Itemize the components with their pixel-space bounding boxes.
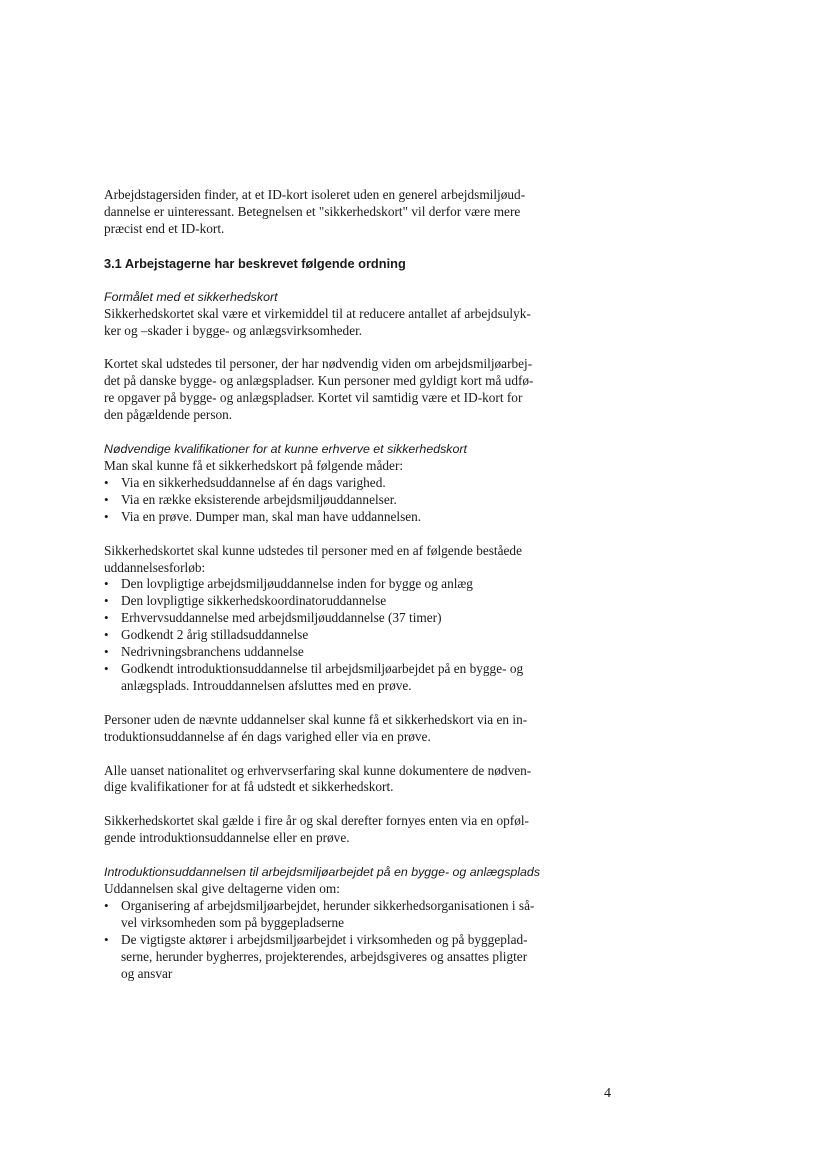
text-line: re opgaver på bygge- og anlægspladser. Kortet vil samtidig være et ID-kort for: [104, 390, 523, 406]
knowledge-list: [104, 898, 594, 983]
bullet-icon: •: [104, 644, 109, 660]
course-list: [104, 576, 594, 694]
text-line: dige kvalifikationer for at få udstedt et sikkerhedskort.: [104, 779, 394, 795]
list-item: • Nedrivningsbranchens uddannelse: [104, 644, 304, 660]
bullet-icon: •: [104, 660, 109, 676]
list-item: • Den lovpligtige sikkerhedskoordinatoruddannelse: [104, 593, 387, 609]
intro-course-subheading: Introduktionsuddannelsen til arbejdsmiljøarbejdet på en bygge- og anlægsplads: [104, 865, 541, 880]
validity-paragraph: [104, 813, 594, 847]
qualifications-subheading: Nødvendige kvalifikationer for at kunne erhverve et sikkerhedskort: [104, 442, 467, 457]
list-item: • Via en række eksisterende arbejdsmiljøuddannelser.: [104, 491, 397, 507]
bullet-icon: •: [104, 593, 109, 609]
list-item: • Via en prøve. Dumper man, skal man have uddannelsen.: [104, 508, 422, 524]
list-item: • Erhvervsuddannelse med arbejdsmiljøuddannelse (37 timer): [104, 610, 442, 626]
bullet-icon: •: [104, 474, 109, 490]
section-heading: 3.1 Arbejstagerne har beskrevet følgende ordning: [104, 255, 406, 271]
text-line: Uddannelsen skal give deltagerne viden om:: [104, 881, 340, 897]
bullet-icon: •: [104, 508, 109, 524]
bullet-icon: •: [104, 610, 109, 626]
list-item: • Organisering af arbejdsmiljøarbejdet, herunder sikkerhedsorganisationen i så- vel virksomheden som på byggepladserne: [104, 898, 535, 930]
courses-section: [104, 543, 594, 695]
text-line: Kortet skal udstedes til personer, der har nødvendig viden om arbejdsmiljøarbej-: [104, 356, 533, 372]
bullet-icon: •: [104, 576, 109, 592]
qualifications-section: [104, 441, 594, 526]
page-number: 4: [604, 1086, 611, 1101]
text-line: uddannelsesforløb:: [104, 559, 206, 575]
text-line: Personer uden de nævnte uddannelser skal kunne få et sikkerhedskort via en in-: [104, 711, 528, 727]
bullet-icon: •: [104, 898, 109, 913]
text-line: Alle uanset nationalitet og erhvervserfaring skal kunne dokumentere de nødven-: [104, 762, 532, 778]
without-paragraph: [104, 712, 594, 746]
list-item: • Den lovpligtige arbejdsmiljøuddannelse inden for bygge og anlæg: [104, 576, 473, 592]
list-item: • Godkendt introduktionsuddannelse til arbejdsmiljøarbejdet på en bygge- og anlægsplads. Introuddannelsen afsluttes med en prøve.: [104, 660, 524, 693]
bullet-icon: •: [104, 627, 109, 643]
text-line: Sikkerhedskortet skal være et virkemiddel til at reducere antallet af arbejdsulyk-: [104, 305, 531, 321]
purpose-section: [104, 289, 594, 340]
text-line: det på danske bygge- og anlægspladser. Kun personer med gyldigt kort må udfø-: [104, 373, 534, 389]
text-line: Sikkerhedskortet skal gælde i fire år og skal derefter fornyes enten via en opføl-: [104, 813, 529, 829]
text-line: præcist end et ID-kort.: [104, 220, 225, 236]
text-line: den pågældende person.: [104, 407, 233, 423]
intro-course-section: [104, 864, 594, 982]
text-line: dannelse er uinteressant. Betegnelsen et "sikkerhedskort" vil derfor være mere: [104, 203, 521, 219]
text-line: Arbejdstagersiden finder, at et ID-kort isoleret uden en generel arbejdsmiljøud-: [104, 187, 526, 202]
page-body: [104, 187, 594, 983]
purpose-subheading: Formålet med et sikkerhedskort: [104, 289, 278, 304]
bullet-icon: •: [104, 491, 109, 507]
text-line: gende introduktionsuddannelse eller en prøve.: [104, 830, 350, 846]
intro-paragraph: [104, 187, 594, 238]
all-paragraph: [104, 763, 594, 797]
text-line: ker og –skader i bygge- og anlægsvirksomheder.: [104, 322, 363, 338]
list-item: • De vigtigste aktører i arbejdsmiljøarbejdet i virksomheden og på byggeplad- serne, herunder bygherres, projekterendes, arbejdsgiveres og ansattes pligter og ansvar: [104, 931, 528, 981]
list-item: • Via en sikkerhedsuddannelse af én dags varighed.: [104, 474, 386, 490]
qualification-list: [104, 475, 594, 526]
bullet-icon: •: [104, 931, 109, 947]
text-line: Man skal kunne få et sikkerhedskort på følgende måder:: [104, 457, 404, 473]
list-item: • Godkendt 2 årig stilladsuddannelse: [104, 627, 309, 643]
text-line: Sikkerhedskortet skal kunne udstedes til personer med en af følgende beståede: [104, 542, 522, 558]
text-line: troduktionsuddannelse af én dags varighed eller via en prøve.: [104, 728, 431, 744]
issue-paragraph: [104, 356, 594, 424]
